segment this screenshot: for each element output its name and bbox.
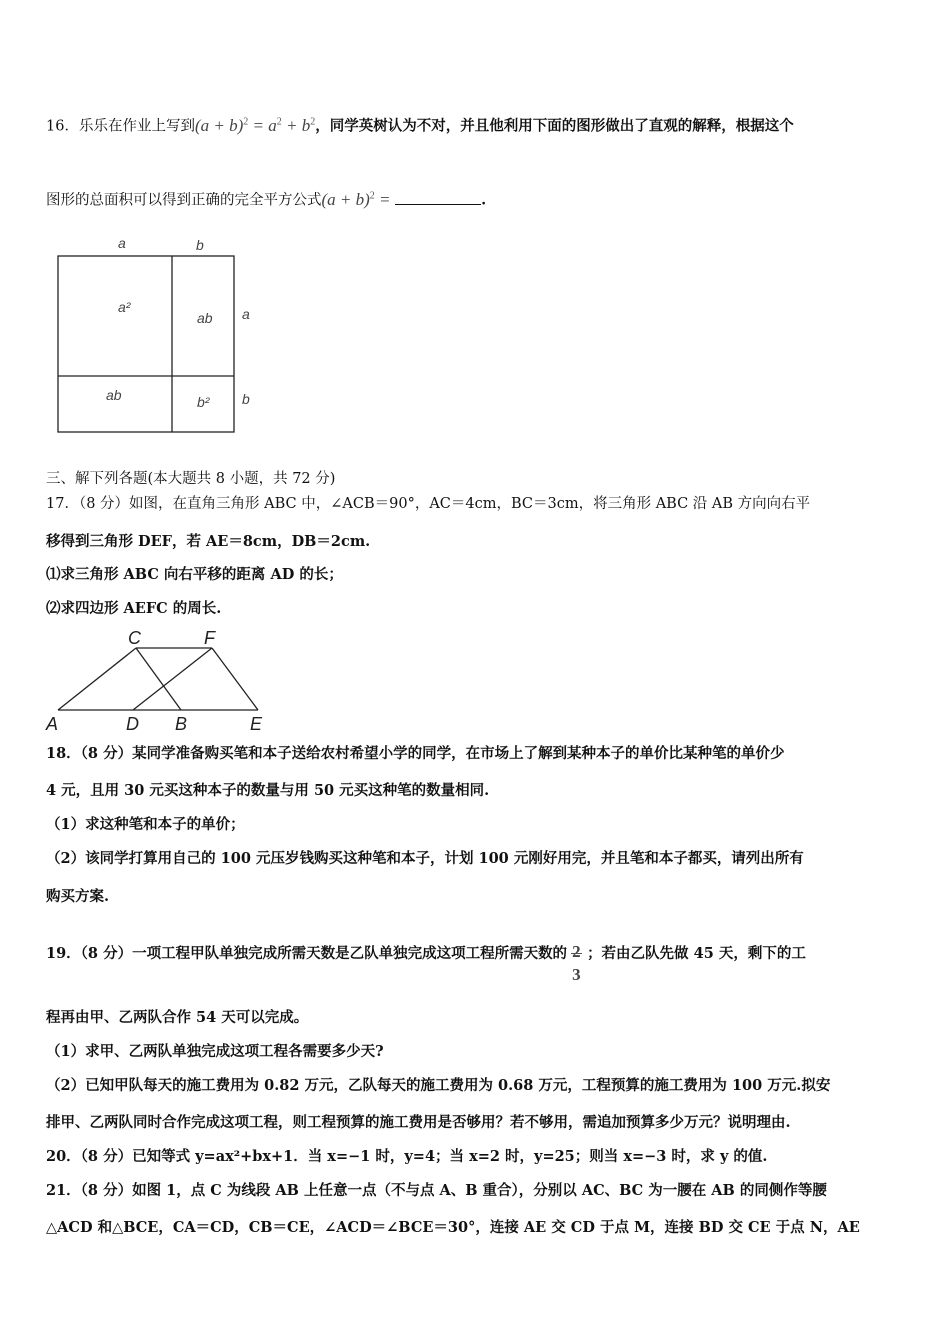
- q16-line2: [46, 186, 486, 211]
- q21-line2: △ACD 和△BCE，CA＝CD，CB＝CE，∠ACD＝∠BCE＝30°，连接 AE 交 CD 于点 M，连接 BD 交 CE 于点 N，AE: [46, 1219, 860, 1236]
- fraction-two-thirds: [570, 934, 584, 984]
- cell-b-squared: b²: [197, 394, 210, 410]
- q18-part1: （1）求这种笔和本子的单价；: [46, 816, 245, 833]
- cell-a-squared: a²: [118, 299, 131, 315]
- point-label-A: A: [46, 714, 59, 734]
- segment-CB: [136, 648, 181, 710]
- q16-line1-text-a: 16．乐乐在作业上写到: [46, 118, 195, 135]
- q16-line2-text-a: 图形的总面积可以得到正确的完全平方公式: [46, 192, 322, 209]
- label-top-a: a: [118, 235, 126, 251]
- q18-part2-line1: （2）该同学打算用自己的 100 元压岁钱购买这种笔和本子，计划 100 元刚好用完，并且笔和本子都买，请列出所有: [46, 850, 804, 867]
- q17-part2: ⑵求四边形 AEFC 的周长.: [46, 600, 222, 617]
- q17-line1: 17．（8 分）如图，在直角三角形 ABC 中，∠ACB＝90°，AC＝4cm，BC＝3cm，将三角形 ABC 沿 AB 方向向右平: [46, 496, 811, 512]
- label-right-a: a: [242, 306, 250, 322]
- segment-AC: [58, 648, 136, 710]
- q16-formula1-exp: 2: [243, 116, 249, 127]
- q16-formula1-rhs-exp1: 2: [276, 116, 282, 127]
- q18-line1: 18．（8 分）某同学准备购买笔和本子送给农村希望小学的同学，在市场上了解到某种本子的单价比某种笔的单价少: [46, 745, 785, 762]
- q19-line1: [46, 934, 806, 984]
- fraction-bar: [571, 953, 582, 954]
- section-3-header: 三、解下列各题(本大题共 8 小题，共 72 分): [46, 471, 336, 487]
- fraction-denominator: 3: [572, 965, 581, 984]
- point-label-B: B: [175, 714, 188, 734]
- q17-line2: 移得到三角形 DEF，若 AE＝8cm，DB＝2cm.: [46, 533, 371, 550]
- q18-line2: 4 元，且用 30 元买这种本子的数量与用 50 元买这种笔的数量相同.: [46, 782, 490, 799]
- answer-blank[interactable]: [395, 190, 481, 205]
- q19-line2: 程再由甲、乙两队合作 54 天可以完成。: [46, 1009, 309, 1026]
- q16-line1: [46, 112, 794, 137]
- q16-formula1-lhs: (a + b): [194, 115, 244, 135]
- q16-formula1: [195, 116, 315, 135]
- point-label-E: E: [250, 714, 263, 734]
- q20-line1: 20．（8 分）已知等式 y=ax²+bx+1．当 x=−1 时，y=4；当 x=2 时，y=25；则当 x=−3 时，求 y 的值.: [46, 1148, 768, 1165]
- q16-line2-end: .: [481, 191, 487, 209]
- cell-ab-bottom: ab: [106, 387, 122, 403]
- segment-FE: [212, 648, 258, 710]
- q16-formula2-lhs: (a + b): [321, 189, 370, 209]
- q16-formula1-plus: + b: [281, 115, 311, 135]
- label-top-b: b: [196, 237, 204, 253]
- point-label-C: C: [128, 628, 141, 648]
- q16-formula1-rhs: = a: [252, 115, 277, 135]
- q19-part2-line2: 排甲、乙两队同时合作完成这项工程，则工程预算的施工费用是否够用？若不够用，需追加预算多少万元？说明理由.: [46, 1114, 791, 1131]
- q19-part2-line1: （2）已知甲队每天的施工费用为 0.82 万元，乙队每天的施工费用为 0.68 万元，工程预算的施工费用为 100 万元.拟安: [46, 1077, 831, 1094]
- square-area-figure: [40, 230, 270, 440]
- q21-line1: 21．（8 分）如图 1，点 C 为线段 AB 上任意一点（不与点 A、B 重合），分别以 AC、BC 为一腰在 AB 的同侧作等腰: [46, 1182, 827, 1199]
- q16-formula2-exp: 2: [369, 190, 375, 201]
- cell-ab-top: ab: [197, 310, 213, 326]
- fraction-numerator: 2: [572, 942, 581, 961]
- q19-line1-text-a: 19．（8 分）一项工程甲队单独完成所需天数是乙队单独完成这项工程所需天数的: [46, 945, 568, 962]
- triangle-translation-figure: [40, 626, 280, 738]
- q16-formula2-eq: =: [374, 189, 391, 209]
- q19-line1-text-b: ；若由乙队先做 45 天，剩下的工: [587, 945, 806, 962]
- label-right-b: b: [242, 391, 250, 407]
- q19-part1: （1）求甲、乙两队单独完成这项工程各需要多少天?: [46, 1043, 384, 1060]
- point-label-D: D: [126, 714, 139, 734]
- q18-part2-line2: 购买方案.: [46, 888, 110, 905]
- q16-line1-text-b: ，同学英树认为不对，并且他利用下面的图形做出了直观的解释，根据这个: [315, 117, 794, 135]
- q17-part1: ⑴求三角形 ABC 向右平移的距离 AD 的长；: [46, 566, 343, 583]
- q16-formula2: [322, 190, 391, 209]
- segment-DF: [133, 648, 212, 710]
- q16-formula1-rhs-exp2: 2: [310, 116, 316, 127]
- point-label-F: F: [204, 628, 215, 648]
